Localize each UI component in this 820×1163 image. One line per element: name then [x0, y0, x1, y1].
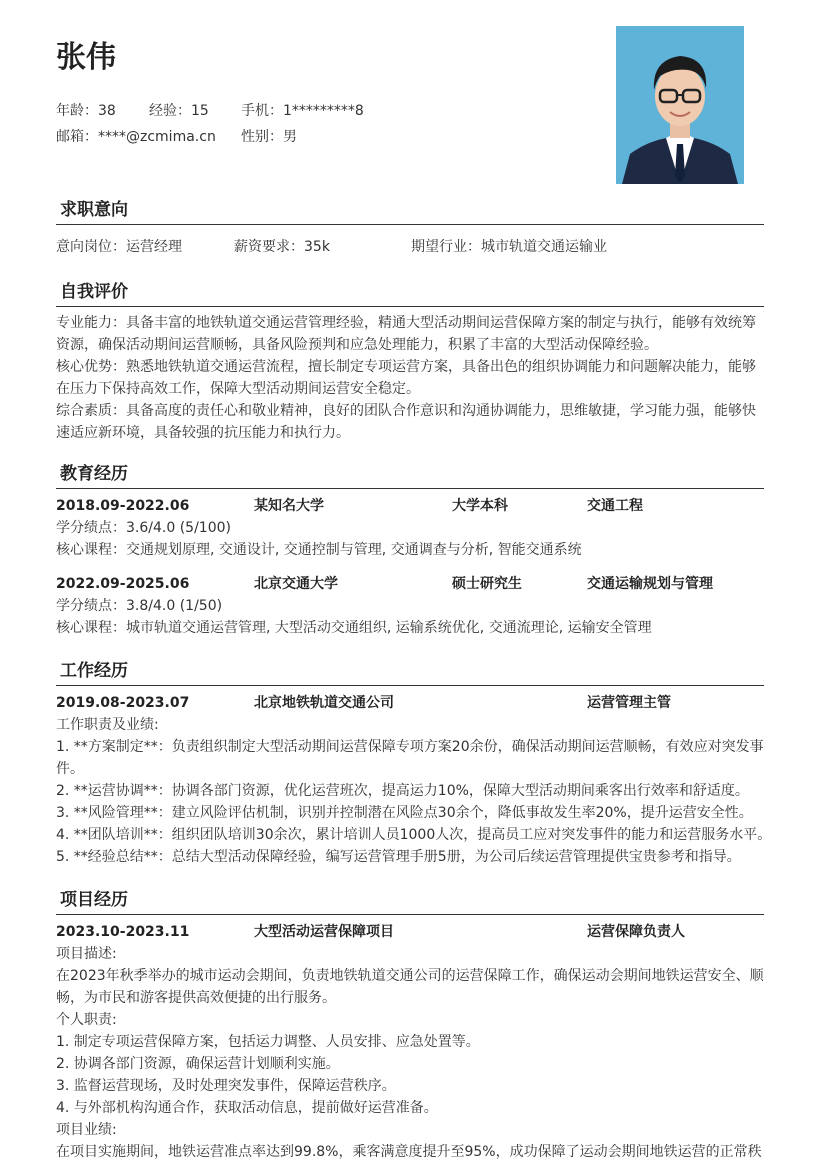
phone-label: 手机： — [241, 103, 283, 119]
project-duty-line: 1. 制定专项运营保障方案，包括运力调整、人员安排、应急处置等。 — [56, 1034, 480, 1050]
intent-salary: 薪资要求：35k — [234, 239, 330, 255]
project-duty-line: 4. 与外部机构沟通合作，获取活动信息，提前做好运营准备。 — [56, 1100, 438, 1116]
email-item — [56, 126, 241, 148]
work-role: 运营管理主管 — [587, 695, 671, 711]
work-company: 北京地铁轨道交通公司 — [254, 695, 394, 711]
education-courses: 核心课程：城市轨道交通运营管理, 大型活动交通组织, 运输系统优化, 交通流理论, 运输安全管理 — [56, 620, 652, 636]
self-eval-paragraph: 综合素质：具备高度的责任心和敬业精神，良好的团队合作意识和沟通协调能力，思维敏捷，学习能力强，能够快速适应新环境，具备较强的抗压能力和执行力。 — [56, 403, 756, 441]
education-school: 北京交通大学 — [254, 576, 338, 592]
intent-industry: 期望行业：城市轨道交通运输业 — [411, 239, 607, 255]
project-duty-label: 个人职责: — [56, 1012, 117, 1028]
work-duty-line: 3. **风险管理**：建立风险评估机制，识别并控制潜在风险点30余个，降低事故发生率20%，提升运营安全性。 — [56, 805, 753, 821]
gender-value: 男 — [283, 129, 297, 145]
section-title-project: 项目经历 — [56, 888, 764, 915]
education-item — [56, 495, 764, 561]
education-period: 2022.09-2025.06 — [56, 576, 190, 592]
experience-item — [149, 100, 241, 122]
age-item — [56, 100, 149, 122]
basic-info-row-1 — [56, 100, 364, 122]
work-duty-line: 5. **经验总结**：总结大型活动保障经验，编写运营管理手册5册，为公司后续运营管理提供宝贵参考和指导。 — [56, 849, 741, 865]
email-label: 邮箱： — [56, 129, 98, 145]
education-school: 某知名大学 — [254, 498, 324, 514]
profile-photo-illustration — [616, 26, 744, 184]
work-period: 2019.08-2023.07 — [56, 695, 190, 711]
section-title-work: 工作经历 — [56, 659, 764, 686]
self-eval-body — [56, 312, 764, 444]
project-duty-line: 3. 监督运营现场，及时处理突发事件，保障运营秩序。 — [56, 1078, 396, 1094]
project-desc: 在2023年秋季举办的城市运动会期间，负责地铁轨道交通公司的运营保障工作，确保运动会期间地铁运营安全、顺畅，为市民和游客提供高效便捷的出行服务。 — [56, 968, 764, 1006]
experience-value: 15 — [191, 103, 209, 119]
profile-photo — [616, 26, 744, 184]
section-title-intent: 求职意向 — [56, 198, 764, 225]
work-header-row — [56, 692, 764, 714]
gender-label: 性别： — [241, 129, 283, 145]
self-eval-paragraph: 核心优势：熟悉地铁轨道交通运营流程，擅长制定专项运营方案，具备出色的组织协调能力和问题解决能力，能够在压力下保持高效工作，保障大型活动期间运营安全稳定。 — [56, 359, 756, 397]
education-courses: 核心课程：交通规划原理, 交通设计, 交通控制与管理, 交通调查与分析, 智能交通系统 — [56, 542, 582, 558]
phone-item — [241, 100, 364, 122]
project-duty-line: 2. 协调各部门资源，确保运营计划顺利实施。 — [56, 1056, 340, 1072]
intent-position: 意向岗位：运营经理 — [56, 239, 182, 255]
work-duty-line: 2. **运营协调**：协调各部门资源，优化运营班次，提高运力10%，保障大型活动期间乘客出行效率和舒适度。 — [56, 783, 749, 799]
education-major: 交通工程 — [587, 498, 643, 514]
education-period: 2018.09-2022.06 — [56, 498, 190, 514]
work-duty-line: 4. **团队培训**：组织团队培训30余次，累计培训人员1000人次，提高员工应对突发事件的能力和运营服务水平。 — [56, 827, 772, 843]
experience-label: 经验： — [149, 103, 191, 119]
basic-info-row-2 — [56, 126, 297, 148]
phone-value: 1*********8 — [283, 103, 364, 119]
project-header-row — [56, 921, 764, 943]
age-label: 年龄： — [56, 103, 98, 119]
project-name: 大型活动运营保障项目 — [254, 924, 394, 940]
education-degree: 大学本科 — [452, 498, 508, 514]
project-role: 运营保障负责人 — [587, 924, 685, 940]
section-title-education: 教育经历 — [56, 462, 764, 489]
intent-row — [56, 236, 764, 258]
section-title-self-eval: 自我评价 — [56, 280, 764, 307]
project-result-label: 项目业绩: — [56, 1122, 117, 1138]
education-gpa: 学分绩点：3.8/4.0 (1/50) — [56, 598, 223, 614]
education-major: 交通运输规划与管理 — [587, 576, 713, 592]
work-item — [56, 692, 772, 868]
gender-item — [241, 126, 297, 148]
candidate-name: 张伟 — [56, 40, 116, 75]
education-header-row — [56, 495, 764, 517]
education-item — [56, 573, 764, 639]
email-value: ****@zcmima.cn — [98, 129, 216, 145]
project-item — [56, 921, 764, 1163]
work-duty-line: 1. **方案制定**：负责组织制定大型活动期间运营保障专项方案20余份，确保活动期间运营顺畅，有效应对突发事件。 — [56, 739, 764, 777]
project-period: 2023.10-2023.11 — [56, 924, 190, 940]
self-eval-paragraph: 专业能力：具备丰富的地铁轨道交通运营管理经验，精通大型活动期间运营保障方案的制定与执行，能够有效统筹资源，确保活动期间运营顺畅，具备风险预判和应急处理能力，积累了丰富的大型活动保障经验。 — [56, 315, 756, 353]
work-duties-label: 工作职责及业绩: — [56, 717, 159, 733]
age-value: 38 — [98, 103, 116, 119]
education-header-row — [56, 573, 764, 595]
education-degree: 硕士研究生 — [452, 576, 522, 592]
project-result: 在项目实施期间，地铁运营准点率达到99.8%，乘客满意度提升至95%，成功保障了运动会期间地铁运营的正常秩 — [56, 1144, 762, 1160]
project-desc-label: 项目描述: — [56, 946, 117, 962]
education-gpa: 学分绩点：3.6/4.0 (5/100) — [56, 520, 231, 536]
